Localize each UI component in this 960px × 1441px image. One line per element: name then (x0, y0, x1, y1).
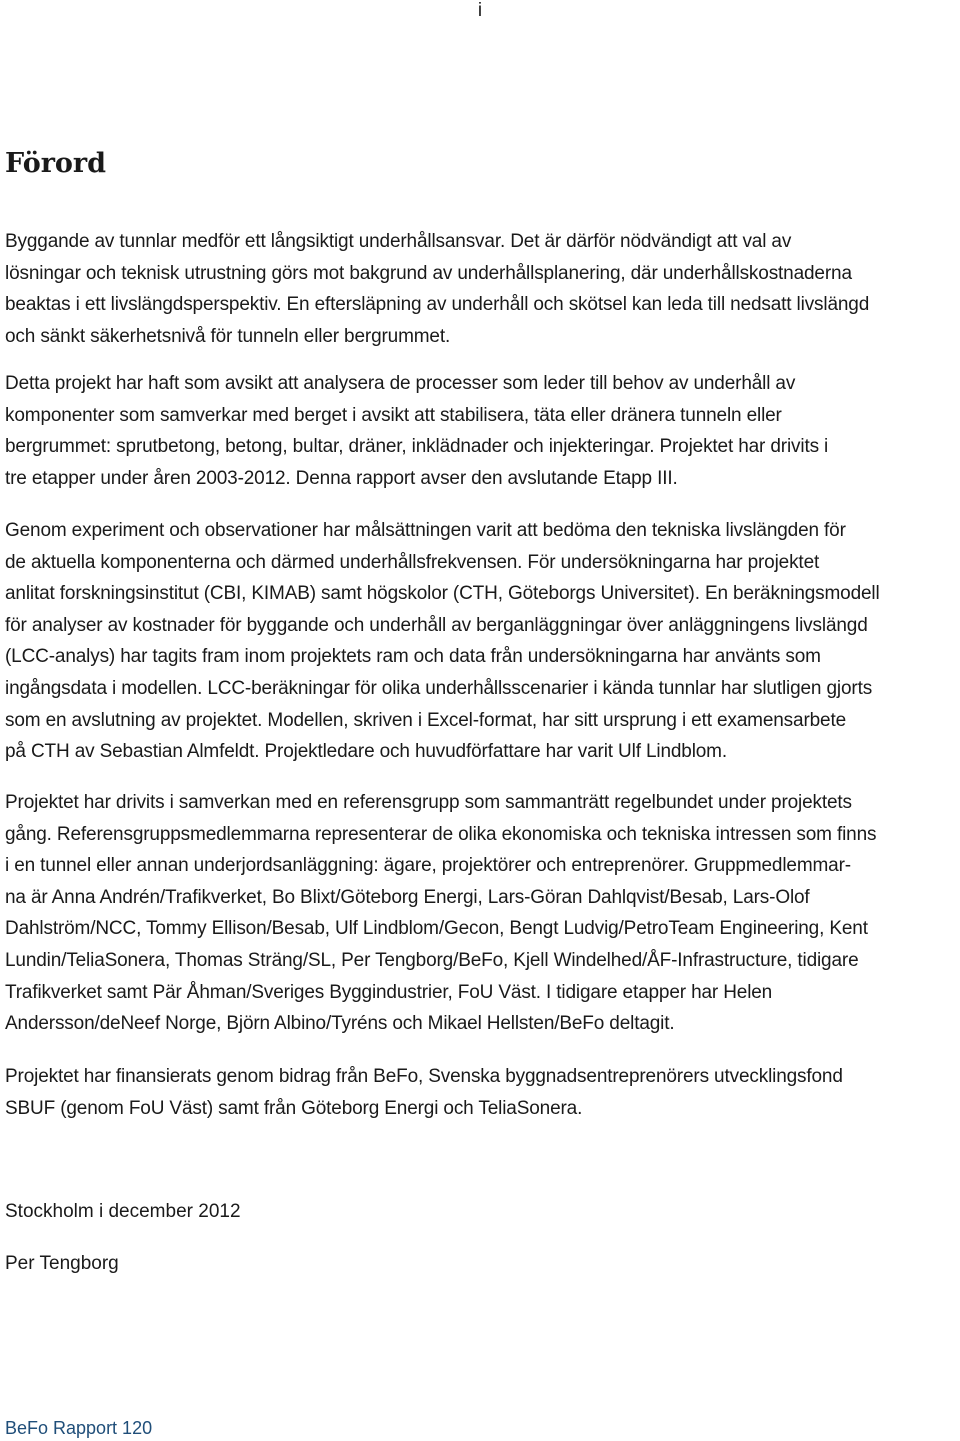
page-title: Förord (5, 148, 107, 179)
paragraph-line: Genom experiment och observationer har målsättningen varit att bedöma den tekniska livslängden för (5, 520, 846, 541)
paragraph-line: na är Anna Andrén/Trafikverket, Bo Blixt/Göteborg Energi, Lars-Göran Dahlqvist/Besab, Lars-Olof (5, 886, 810, 908)
paragraph-line: lösningar och teknisk utrustning görs mot bakgrund av underhållsplanering, där underhållskostnaderna (5, 262, 852, 284)
paragraph-line: på CTH av Sebastian Almfeldt. Projektledare och huvudförfattare har varit Ulf Lindblom. (5, 741, 727, 763)
paragraph-line: Trafikverket samt Pär Åhman/Sveriges Byggindustrier, FoU Väst. I tidigare etapper har Helen (5, 981, 773, 1003)
paragraph-project-aim (5, 368, 960, 494)
paragraph-line: Detta projekt har haft som avsikt att analysera de processer som leder till behov av underhåll av (5, 373, 796, 394)
paragraph-funding (5, 1061, 960, 1124)
paragraph-line: Byggande av tunnlar medför ett långsiktigt underhållsansvar. Det är därför nödvändigt att val av (5, 231, 792, 252)
paragraph-line: gång. Referensgruppsmedlemmarna representerar de olika ekonomiska och tekniska intressen som finns (5, 823, 877, 845)
paragraph-line: tre etapper under åren 2003-2012. Denna rapport avser den avslutande Etapp III. (5, 467, 678, 489)
paragraph-line: för analyser av kostnader för byggande och underhåll av berganläggningar över anläggningens livslängd (5, 614, 868, 636)
paragraph-line: de aktuella komponenterna och därmed underhållsfrekvensen. För undersökningarna har projektet (5, 551, 820, 573)
signoff-name: Per Tengborg (5, 1253, 119, 1274)
paragraph-line: Projektet har drivits i samverkan med en referensgrupp som sammanträtt regelbundet under projektets (5, 792, 852, 813)
paragraph-line: och sänkt säkerhetsnivå för tunneln eller bergrummet. (5, 325, 451, 347)
paragraph-line: Projektet har finansierats genom bidrag från BeFo, Svenska byggnadsentreprenörers utvecklingsfond (5, 1066, 843, 1087)
signoff-place-date: Stockholm i december 2012 (5, 1201, 241, 1222)
paragraph-method (5, 515, 960, 768)
paragraph-line: i en tunnel eller annan underjordsanläggning: ägare, projektörer och entreprenörer. Gruppmedlemmar- (5, 855, 851, 877)
page-number: i (477, 0, 483, 21)
paragraph-line: anlitat forskningsinstitut (CBI, KIMAB) samt högskolor (CTH, Göteborgs Universitet). En beräkningsmodell (5, 583, 880, 605)
paragraph-line: beaktas i ett livslängdsperspektiv. En eftersläpning av underhåll och skötsel kan leda till nedsatt livslängd (5, 294, 870, 316)
paragraph-line: (LCC-analys) har tagits fram inom projektets ram och data från undersökningarna har använts som (5, 646, 821, 668)
paragraph-intro (5, 226, 960, 352)
paragraph-line: Dahlström/NCC, Tommy Ellison/Besab, Ulf Lindblom/Gecon, Bengt Ludvig/PetroTeam Engineering, Kent (5, 918, 868, 940)
paragraph-line: Lundin/TeliaSonera, Thomas Sträng/SL, Per Tengborg/BeFo, Kjell Windelhed/ÅF-Infrastructure, tidigare (5, 949, 859, 971)
paragraph-line: SBUF (genom FoU Väst) samt från Göteborg Energi och TeliaSonera. (5, 1097, 583, 1119)
paragraph-line: Andersson/deNeef Norge, Björn Albino/Tyréns och Mikael Hellsten/BeFo deltagit. (5, 1013, 675, 1035)
paragraph-line: som en avslutning av projektet. Modellen, skriven i Excel-format, har sitt ursprung i ett examensarbete (5, 709, 846, 731)
paragraph-line: ingångsdata i modellen. LCC-beräkningar för olika underhållsscenarier i kända tunnlar har slutligen gjorts (5, 677, 873, 699)
paragraph-line: bergrummet: sprutbetong, betong, bultar, dräner, inklädnader och injekteringar. Projektet har drivits i (5, 436, 829, 458)
footer-report-label: BeFo Rapport 120 (5, 1418, 153, 1438)
paragraph-reference-group (5, 787, 960, 1040)
paragraph-line: komponenter som samverkar med berget i avsikt att stabilisera, täta eller dränera tunneln eller (5, 404, 782, 426)
